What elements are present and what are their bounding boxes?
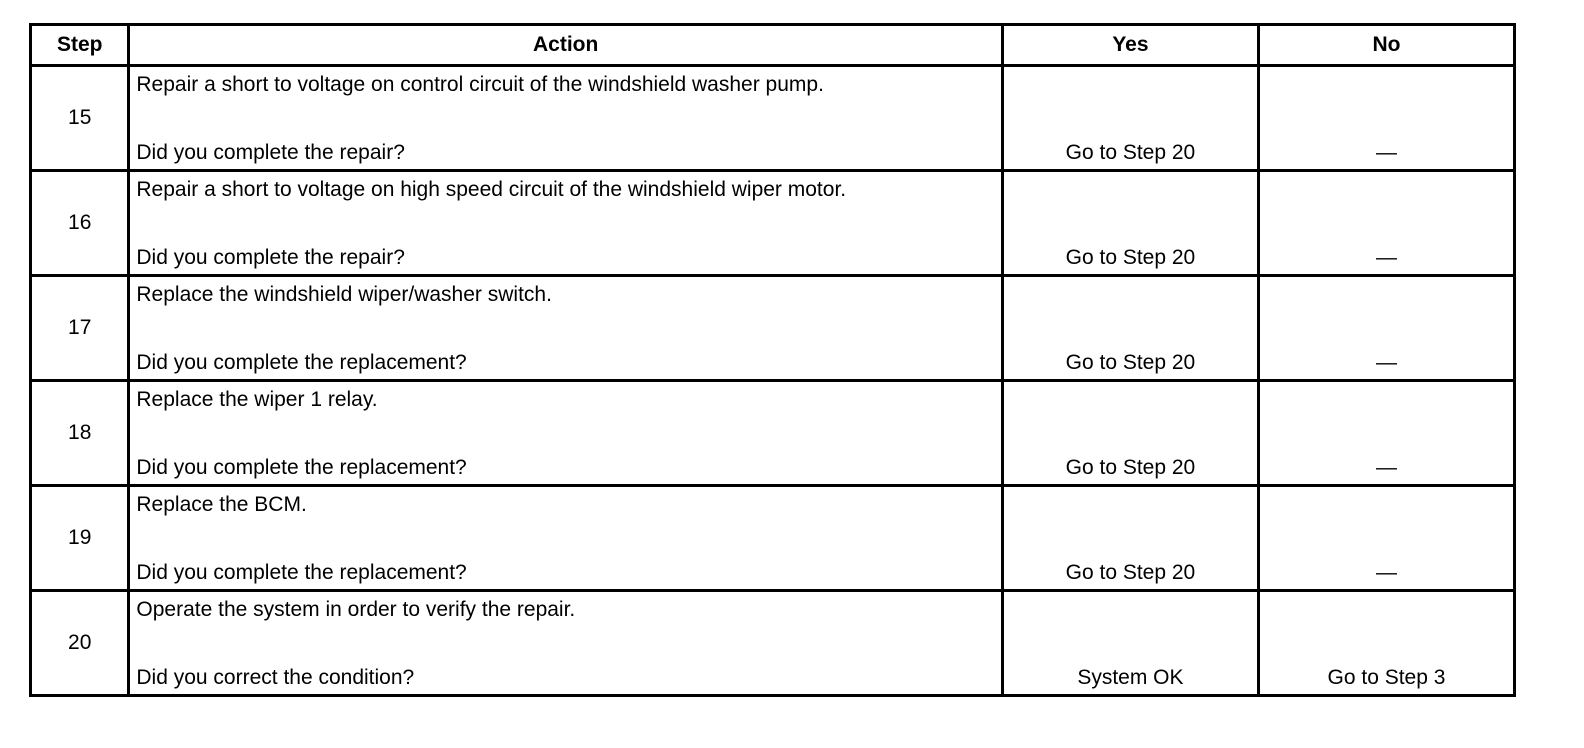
yes-cell: [1002, 171, 1258, 276]
yes-result: Go to Step 20: [1065, 351, 1196, 374]
action-question: Did you complete the replacement?: [136, 561, 467, 584]
action-cell: [129, 66, 1003, 171]
header-row: [31, 25, 1515, 66]
step-number: 19: [31, 486, 129, 591]
step-number: 16: [31, 171, 129, 276]
action-question: Did you complete the repair?: [136, 141, 405, 164]
no-cell: [1258, 171, 1514, 276]
no-result: —: [1375, 141, 1397, 164]
no-cell: [1258, 276, 1514, 381]
action-instruction: Replace the windshield wiper/washer switch.: [136, 283, 552, 306]
step-number: 18: [31, 381, 129, 486]
action-question: Did you complete the replacement?: [136, 456, 467, 479]
header-step: Step: [31, 25, 129, 66]
yes-cell: [1002, 66, 1258, 171]
action-question: Did you complete the replacement?: [136, 351, 467, 374]
step-number: 17: [31, 276, 129, 381]
action-cell: [129, 276, 1003, 381]
no-result: —: [1375, 246, 1397, 269]
header-no: No: [1258, 25, 1514, 66]
action-cell: [129, 486, 1003, 591]
yes-cell: [1002, 591, 1258, 696]
action-instruction: Replace the BCM.: [136, 493, 307, 516]
step-number: 15: [31, 66, 129, 171]
table-row: [31, 591, 1515, 696]
yes-result: Go to Step 20: [1065, 246, 1196, 269]
yes-cell: [1002, 486, 1258, 591]
yes-result: Go to Step 20: [1065, 141, 1196, 164]
table-row: [31, 66, 1515, 171]
action-question: Did you correct the condition?: [136, 666, 415, 689]
table-row: [31, 486, 1515, 591]
yes-result: Go to Step 20: [1065, 456, 1196, 479]
table-row: [31, 171, 1515, 276]
step-number: 20: [31, 591, 129, 696]
action-instruction: Replace the wiper 1 relay.: [136, 388, 378, 411]
no-result: Go to Step 3: [1327, 666, 1446, 689]
action-question: Did you complete the repair?: [136, 246, 405, 269]
yes-cell: [1002, 381, 1258, 486]
action-instruction: Repair a short to voltage on control circuit of the windshield washer pump.: [136, 73, 824, 96]
no-cell: [1258, 66, 1514, 171]
yes-cell: [1002, 276, 1258, 381]
action-cell: [129, 591, 1003, 696]
no-cell: [1258, 486, 1514, 591]
header-yes: Yes: [1002, 25, 1258, 66]
yes-result: System OK: [1077, 666, 1184, 689]
header-action: Action: [129, 25, 1003, 66]
no-result: —: [1375, 351, 1397, 374]
action-cell: [129, 171, 1003, 276]
no-result: —: [1375, 456, 1397, 479]
table-row: [31, 381, 1515, 486]
action-cell: [129, 381, 1003, 486]
diagnostic-table: [29, 23, 1516, 697]
yes-result: Go to Step 20: [1065, 561, 1196, 584]
action-instruction: Repair a short to voltage on high speed circuit of the windshield wiper motor.: [136, 178, 847, 201]
no-cell: [1258, 591, 1514, 696]
no-cell: [1258, 381, 1514, 486]
action-instruction: Operate the system in order to verify the repair.: [136, 598, 576, 621]
no-result: —: [1375, 561, 1397, 584]
table-row: [31, 276, 1515, 381]
